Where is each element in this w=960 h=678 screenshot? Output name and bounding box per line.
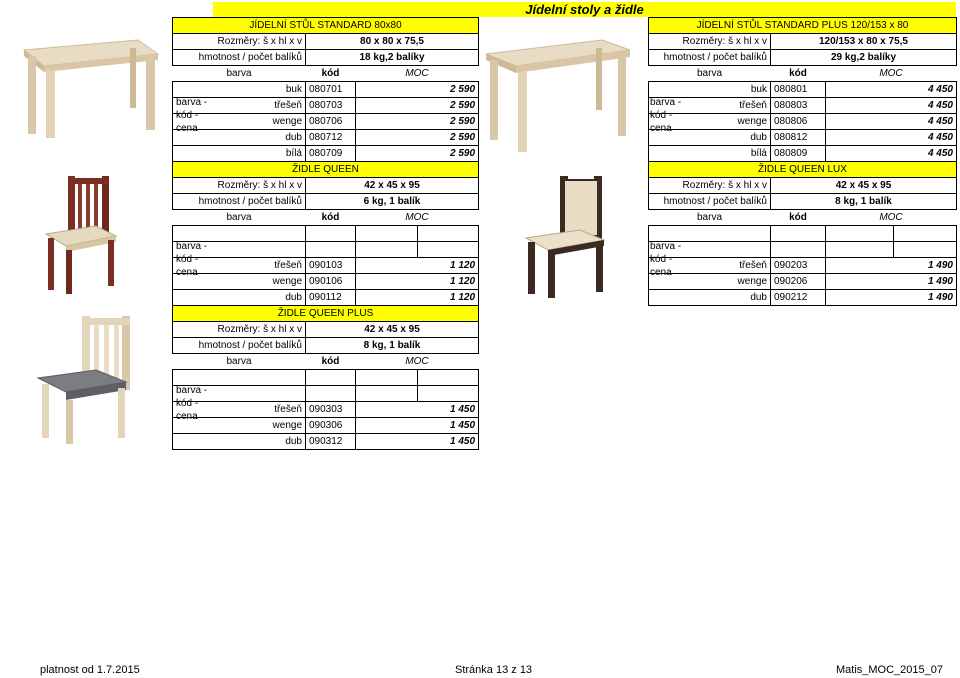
table-row (173, 82, 479, 98)
col-price-header: MOC (879, 68, 903, 79)
code-cell: 080701 (306, 82, 356, 98)
row-label: barva - kód - cena (176, 241, 208, 278)
table-row (649, 274, 957, 290)
col-color-header: barva (696, 212, 722, 223)
table-row (173, 290, 479, 306)
table-row (173, 258, 479, 274)
table-row (173, 418, 479, 434)
table-row (649, 114, 957, 130)
row-label: barva - kód - cena (650, 241, 682, 278)
table-row (649, 146, 957, 162)
price-cell: 1 120 (356, 290, 479, 306)
price-cell: 1 490 (826, 258, 957, 274)
price-cell: 4 450 (826, 114, 957, 130)
color-cell: bílá (649, 146, 771, 162)
price-cell: 1 120 (356, 258, 479, 274)
color-cell: dub (173, 290, 306, 306)
price-cell: 1 490 (826, 274, 957, 290)
col-price-header: MOC (405, 68, 429, 79)
price-cell: 1 490 (826, 290, 957, 306)
table-row (649, 82, 957, 98)
weight-value: 29 kg,2 balíky (771, 50, 957, 66)
weight-label: hmotnost / počet balíků (173, 50, 306, 66)
dims-value: 80 x 80 x 75,5 (306, 34, 479, 50)
color-cell: třešeň (173, 258, 306, 274)
color-cell: wenge (649, 114, 771, 130)
code-cell: 090303 (306, 402, 356, 418)
code-cell: 090212 (771, 290, 826, 306)
code-cell: 080809 (771, 146, 826, 162)
code-cell: 080706 (306, 114, 356, 130)
code-cell: 080812 (771, 130, 826, 146)
table-80-image (16, 36, 162, 140)
dims-label: Rozměry: š x hl x v (649, 178, 771, 194)
section-title: JÍDELNÍ STŮL STANDARD 80x80 (173, 18, 479, 34)
color-cell: dub (173, 434, 306, 450)
col-code-header: kód (321, 356, 340, 367)
code-cell: 080806 (771, 114, 826, 130)
price-cell: 2 590 (356, 98, 479, 114)
dims-label: Rozměry: š x hl x v (173, 322, 306, 338)
table-row (173, 274, 479, 290)
col-code-header: kód (789, 212, 807, 223)
weight-value: 8 kg, 1 balík (771, 194, 957, 210)
color-cell: buk (649, 82, 771, 98)
dims-value: 42 x 45 x 95 (306, 322, 479, 338)
code-cell: 090106 (306, 274, 356, 290)
section-title: JÍDELNÍ STŮL STANDARD PLUS 120/153 x 80 (649, 18, 957, 34)
dims-value: 42 x 45 x 95 (306, 178, 479, 194)
code-cell: 090103 (306, 258, 356, 274)
col-color-header: barva (226, 212, 252, 223)
price-cell: 4 450 (826, 82, 957, 98)
table-row (173, 146, 479, 162)
code-cell: 080801 (771, 82, 826, 98)
footer-validity: platnost od 1.7.2015 (40, 664, 140, 676)
price-cell: 1 450 (356, 434, 479, 450)
footer-page-number: Stránka 13 z 13 (455, 664, 533, 676)
color-cell: dub (173, 130, 306, 146)
code-cell: 090312 (306, 434, 356, 450)
dims-value: 42 x 45 x 95 (771, 178, 957, 194)
section-title: ŽIDLE QUEEN (173, 162, 479, 178)
footer-document-id: Matis_MOC_2015_07 (836, 664, 944, 676)
color-cell: dub (649, 130, 771, 146)
code-cell: 090203 (771, 258, 826, 274)
chair-queen-image (40, 174, 122, 296)
price-cell: 4 450 (826, 130, 957, 146)
price-cell: 1 120 (356, 274, 479, 290)
table-row (649, 258, 957, 274)
col-color-header: barva (226, 356, 252, 367)
col-price-header: MOC (405, 356, 429, 367)
price-cell: 1 450 (356, 418, 479, 434)
price-cell: 1 450 (356, 402, 479, 418)
weight-label: hmotnost / počet balíků (649, 50, 771, 66)
code-cell: 090112 (306, 290, 356, 306)
col-price-header: MOC (405, 212, 429, 223)
weight-value: 8 kg, 1 balík (306, 338, 479, 354)
weight-value: 6 kg, 1 balík (306, 194, 479, 210)
color-cell: třešeň (649, 258, 771, 274)
table-row (173, 402, 479, 418)
price-cell: 2 590 (356, 114, 479, 130)
chair-queen-plus-image (34, 314, 134, 446)
color-cell: wenge (173, 114, 306, 130)
color-cell: bílá (173, 146, 306, 162)
code-cell: 080712 (306, 130, 356, 146)
color-cell: třešeň (173, 98, 306, 114)
col-code-header: kód (321, 68, 340, 79)
color-cell: wenge (649, 274, 771, 290)
weight-value: 18 kg,2 balíky (306, 50, 479, 66)
table-row (173, 98, 479, 114)
weight-label: hmotnost / počet balíků (173, 194, 306, 210)
code-cell: 080709 (306, 146, 356, 162)
table-row (173, 114, 479, 130)
dims-label: Rozměry: š x hl x v (173, 178, 306, 194)
color-cell: wenge (173, 274, 306, 290)
price-cell: 2 590 (356, 82, 479, 98)
table-row (649, 98, 957, 114)
code-cell: 080703 (306, 98, 356, 114)
dims-value: 120/153 x 80 x 75,5 (771, 34, 957, 50)
dims-label: Rozměry: š x hl x v (649, 34, 771, 50)
color-cell: třešeň (173, 402, 306, 418)
section-title: ŽIDLE QUEEN LUX (649, 162, 957, 178)
price-cell: 4 450 (826, 146, 957, 162)
price-cell: 2 590 (356, 130, 479, 146)
color-cell: wenge (173, 418, 306, 434)
table-row (649, 290, 957, 306)
page-header: Jídelní stoly a židle (213, 2, 956, 17)
color-cell: třešeň (649, 98, 771, 114)
color-cell: buk (173, 82, 306, 98)
weight-label: hmotnost / počet balíků (173, 338, 306, 354)
dims-label: Rozměry: š x hl x v (173, 34, 306, 50)
table-standard-plus (648, 17, 957, 306)
weight-label: hmotnost / počet balíků (649, 194, 771, 210)
color-cell: dub (649, 290, 771, 306)
col-color-header: barva (226, 68, 252, 79)
price-cell: 2 590 (356, 146, 479, 162)
table-standard-80 (172, 17, 479, 450)
table-row (173, 434, 479, 450)
section-title: ŽIDLE QUEEN PLUS (173, 306, 479, 322)
chair-queen-lux-image (520, 174, 610, 300)
table-row (649, 130, 957, 146)
col-color-header: barva (696, 68, 722, 79)
row-label: barva - kód - cena (176, 385, 208, 422)
col-price-header: MOC (879, 212, 903, 223)
col-code-header: kód (321, 212, 340, 223)
col-code-header: kód (789, 68, 807, 79)
table-row (173, 130, 479, 146)
row-label: barva - kód - cena (650, 97, 682, 134)
code-cell: 080803 (771, 98, 826, 114)
code-cell: 090206 (771, 274, 826, 290)
code-cell: 090306 (306, 418, 356, 434)
row-label: barva - kód - cena (176, 97, 208, 134)
table-plus-image (482, 36, 634, 156)
price-cell: 4 450 (826, 98, 957, 114)
